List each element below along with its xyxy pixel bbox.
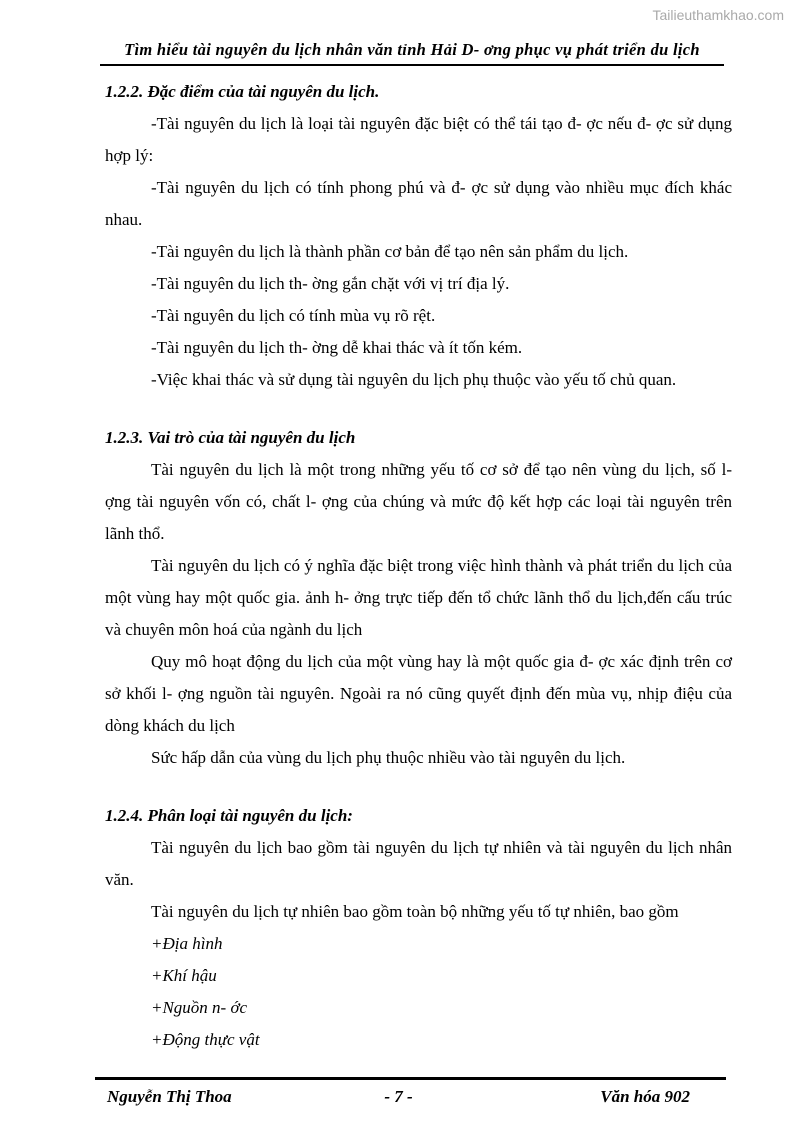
paragraph: Tài nguyên du lịch bao gồm tài nguyên du lịch tự nhiên và tài nguyên du lịch nhân văn.	[105, 838, 732, 889]
document-title: Tìm hiểu tài nguyên du lịch nhân văn tỉnh Hải D- ơng phục vụ phát triển du lịch	[100, 40, 724, 66]
list-item-climate: +Khí hậu	[151, 966, 217, 985]
paragraph: -Tài nguyên du lịch là thành phần cơ bản để tạo nên sản phẩm du lịch.	[151, 242, 629, 261]
list-item-terrain: +Địa hình	[151, 934, 223, 953]
watermark-text: Tailieuthamkhao.com	[652, 7, 784, 23]
paragraph: -Việc khai thác và sử dụng tài nguyên du lịch phụ thuộc vào yếu tố chủ quan.	[151, 370, 677, 389]
paragraph: -Tài nguyên du lịch th- ờng dễ khai thác và ít tốn kém.	[151, 338, 523, 357]
footer-course: Văn hóa 902	[600, 1087, 690, 1106]
paragraph: Tài nguyên du lịch có ý nghĩa đặc biệt trong việc hình thành và phát triển du lịch của một vùng hay một quốc gia. ảnh h- ởng trực tiếp đến tổ chức lãnh thổ du lịch,đến cấu trúc và chuyên môn hoá của ngành du lịch	[105, 556, 732, 639]
page-footer	[95, 1077, 726, 1107]
list-item-water: +Nguồn n- ớc	[151, 998, 248, 1017]
paragraph: Sức hấp dẫn của vùng du lịch phụ thuộc nhiều vào tài nguyên du lịch.	[151, 748, 626, 767]
paragraph: -Tài nguyên du lịch th- ờng gắn chặt với vị trí địa lý.	[151, 274, 510, 293]
paragraph: Tài nguyên du lịch là một trong những yếu tố cơ sở để tạo nên vùng du lịch, số l- ợng tài nguyên vốn có, chất l- ợng của chúng và mức độ kết hợp các loại tài nguyên trên lãnh thổ.	[105, 460, 732, 543]
page-header	[100, 40, 724, 66]
paragraph: Tài nguyên du lịch tự nhiên bao gồm toàn bộ những yếu tố tự nhiên, bao gồm	[151, 902, 679, 921]
paragraph: Quy mô hoạt động du lịch của một vùng hay là một quốc gia đ- ợc xác định trên cơ sở khối l- ợng nguồn tài nguyên. Ngoài ra nó cũng quyết định đến mùa vụ, nhịp điệu của dòng khách du lịch	[105, 652, 732, 735]
section-heading-1-2-3: 1.2.3. Vai trò của tài nguyên du lịch	[105, 428, 356, 447]
paragraph: -Tài nguyên du lịch có tính mùa vụ rõ rệt.	[151, 306, 436, 325]
document-body	[105, 76, 732, 1056]
footer-author: Nguyễn Thị Thoa	[107, 1087, 232, 1106]
paragraph: -Tài nguyên du lịch là loại tài nguyên đặc biệt có thể tái tạo đ- ợc nếu đ- ợc sử dụng hợp lý:	[105, 114, 732, 165]
paragraph: -Tài nguyên du lịch có tính phong phú và đ- ợc sử dụng vào nhiều mục đích khác nhau.	[105, 178, 732, 229]
footer-page-number: - 7 -	[384, 1087, 413, 1106]
section-heading-1-2-2: 1.2.2. Đặc điểm của tài nguyên du lịch.	[105, 82, 380, 101]
list-item-flora-fauna: +Động thực vật	[151, 1030, 260, 1049]
section-heading-1-2-4: 1.2.4. Phân loại tài nguyên du lịch:	[105, 806, 353, 825]
